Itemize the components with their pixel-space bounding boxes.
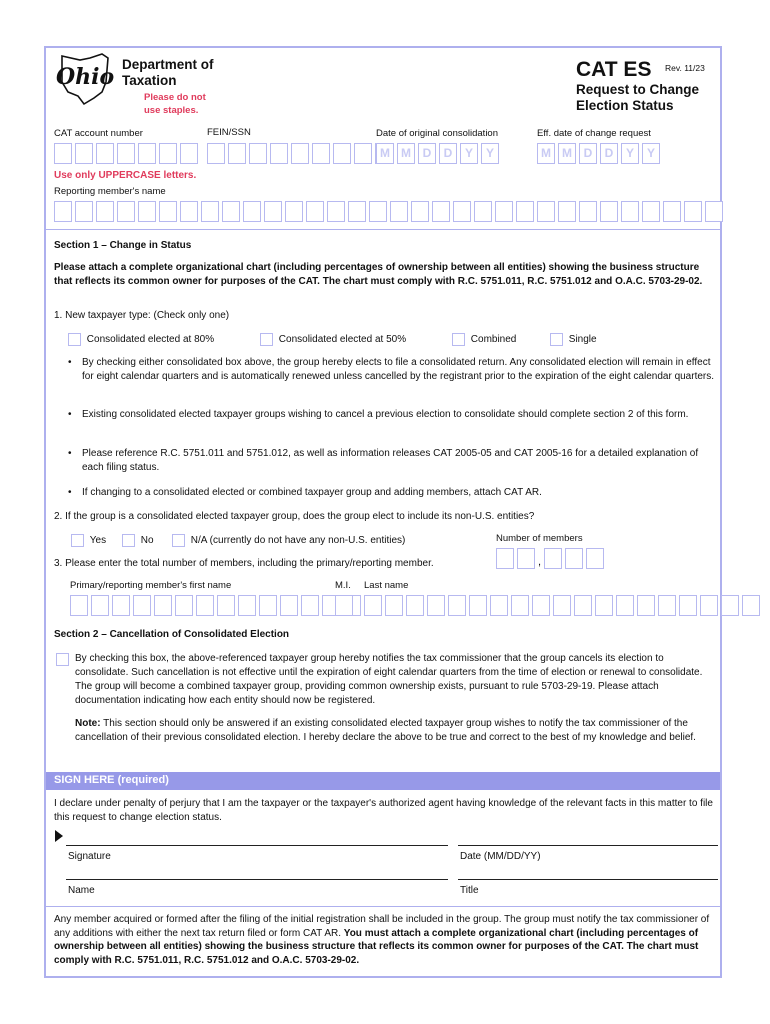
question-2: 2. If the group is a consolidated elected taxpayer group, does the group elect to include its non-U.S. entities?	[54, 511, 535, 522]
effective-date-label: Eff. date of change request	[537, 128, 651, 139]
number-of-members-label: Number of members	[496, 533, 583, 544]
input-cell[interactable]	[595, 595, 613, 616]
input-cell[interactable]	[96, 201, 114, 222]
input-cell[interactable]	[427, 595, 445, 616]
bullet-icon: •	[68, 487, 72, 498]
input-cell[interactable]	[217, 595, 235, 616]
input-cell[interactable]	[133, 595, 151, 616]
input-cell[interactable]	[327, 201, 345, 222]
input-cell[interactable]	[574, 595, 592, 616]
input-cell[interactable]	[579, 201, 597, 222]
input-cell[interactable]	[411, 201, 429, 222]
question-1: 1. New taxpayer type: (Check only one)	[54, 310, 230, 321]
option-na[interactable]: N/A (currently do not have any non-U.S. entities)	[172, 534, 405, 547]
input-cell[interactable]	[406, 595, 424, 616]
input-cell[interactable]	[154, 595, 172, 616]
fein-input[interactable]	[207, 143, 396, 164]
input-cell[interactable]	[159, 201, 177, 222]
bullet-text-3: Please reference R.C. 5751.011 and 5751.012, as well as information releases CAT 2005-05 and CAT 2005-16 for a detailed explanation of each filing status.	[82, 448, 699, 473]
input-cell[interactable]	[621, 201, 639, 222]
input-cell[interactable]	[238, 595, 256, 616]
input-cell[interactable]	[285, 201, 303, 222]
first-name-label: Primary/reporting member's first name	[70, 580, 232, 591]
input-cell[interactable]	[516, 201, 534, 222]
department-name	[122, 57, 214, 89]
input-cell[interactable]	[259, 595, 277, 616]
input-cell[interactable]	[369, 201, 387, 222]
section-2-heading: Section 2 – Cancellation of Consolidated Election	[54, 629, 290, 640]
form-title-line-1: Request to Change	[576, 82, 700, 97]
input-cell[interactable]	[222, 201, 240, 222]
department-line-1: Department of	[122, 57, 214, 72]
input-cell[interactable]	[54, 201, 72, 222]
thousands-separator: ,	[538, 556, 542, 568]
name-line[interactable]	[66, 879, 448, 880]
ohio-logo	[54, 52, 116, 106]
fein-label: FEIN/SSN	[207, 127, 251, 138]
bullet-icon: •	[68, 357, 72, 368]
staples-note-line-1: Please do not	[144, 92, 206, 103]
input-cell[interactable]	[663, 201, 681, 222]
staples-note-line-2: use staples.	[144, 105, 199, 116]
bullet-text-4: If changing to a consolidated elected or combined taxpayer group and adding members, attach CAT AR.	[82, 487, 542, 498]
divider	[46, 906, 720, 907]
reporting-member-input[interactable]	[54, 201, 726, 222]
sign-declaration: I declare under penalty of perjury that I am the taxpayer or the taxpayer's authorized agent having knowledge of the relevant facts in this matter to file this request to change election status.	[54, 798, 713, 823]
signature-label: Signature	[68, 851, 111, 862]
input-cell[interactable]	[553, 595, 571, 616]
input-cell[interactable]	[642, 201, 660, 222]
section-1-heading: Section 1 – Change in Status	[54, 240, 192, 251]
input-cell[interactable]	[658, 595, 676, 616]
input-cell[interactable]	[243, 201, 261, 222]
input-cell[interactable]	[385, 595, 403, 616]
input-cell[interactable]	[301, 595, 319, 616]
input-cell[interactable]	[684, 201, 702, 222]
signature-line[interactable]	[66, 845, 448, 846]
last-name-input[interactable]	[364, 595, 763, 616]
input-cell[interactable]	[469, 595, 487, 616]
logo-script-text: Ohio	[56, 64, 115, 90]
input-cell[interactable]	[91, 595, 109, 616]
input-cell[interactable]	[112, 595, 130, 616]
input-cell[interactable]	[721, 595, 739, 616]
input-cell[interactable]	[453, 201, 471, 222]
input-cell[interactable]	[138, 201, 156, 222]
input-cell[interactable]	[679, 595, 697, 616]
checkbox[interactable]	[172, 534, 185, 547]
cat-account-label: CAT account number	[54, 128, 143, 139]
checkbox[interactable]	[550, 333, 563, 346]
bullet-icon: •	[68, 448, 72, 459]
last-name-label: Last name	[364, 580, 409, 591]
input-cell[interactable]	[637, 595, 655, 616]
section-2-note: Note: This section should only be answered if an existing consolidated elected taxpayer group wishes to notify the tax commissioner of the cancellation of their previous consolidated election. I hereby declare the above to be true and correct to the best of my knowledge and belief.	[75, 718, 696, 743]
cat-account-input[interactable]	[54, 143, 201, 164]
input-cell[interactable]	[700, 595, 718, 616]
form-title-line-2: Election Status	[576, 98, 674, 113]
input-cell[interactable]	[180, 201, 198, 222]
question-3: 3. Please enter the total number of members, including the primary/reporting member.	[54, 558, 434, 569]
option-no[interactable]: No	[122, 534, 154, 547]
divider	[46, 229, 720, 230]
title-line[interactable]	[458, 879, 718, 880]
date-line[interactable]	[458, 845, 718, 846]
arrow-right-icon	[55, 830, 63, 842]
checkbox[interactable]	[452, 333, 465, 346]
input-cell[interactable]	[537, 201, 555, 222]
input-cell[interactable]	[742, 595, 760, 616]
middle-initial-label: M.I.	[335, 580, 351, 591]
input-cell[interactable]	[117, 201, 135, 222]
input-cell[interactable]	[432, 201, 450, 222]
footer-text: Any member acquired or formed after the filing of the initial registration shall be included in the group. The group must notify the tax commissioner of any additions with either the next tax return filed or form CAT AR. You must attach a complete organizational chart (including percentages of ownership between all entities) showing the business structure that reflects its common owner for purposes of the CAT. The chart must comply with R.C. 5751.011, R.C. 5751.012 and O.A.C. 5703-29-02.	[54, 914, 710, 966]
input-cell[interactable]	[201, 201, 219, 222]
checkbox[interactable]	[56, 653, 69, 666]
input-cell[interactable]	[616, 595, 634, 616]
form-title	[576, 82, 699, 114]
checkbox[interactable]	[68, 333, 81, 346]
input-cell[interactable]	[474, 201, 492, 222]
cancel-election-checkbox[interactable]	[56, 651, 69, 669]
type-single[interactable]: Single	[550, 333, 597, 346]
type-consolidated-80[interactable]: Consolidated elected at 80%	[68, 333, 214, 346]
option-yes[interactable]: Yes	[71, 534, 106, 547]
input-cell[interactable]	[70, 595, 88, 616]
input-cell[interactable]	[348, 201, 366, 222]
input-cell[interactable]	[196, 595, 214, 616]
input-cell[interactable]	[75, 201, 93, 222]
original-date-label: Date of original consolidation	[376, 128, 498, 139]
input-cell[interactable]	[264, 201, 282, 222]
name-label: Name	[68, 885, 95, 896]
input-cell[interactable]	[705, 201, 723, 222]
input-cell[interactable]	[490, 595, 508, 616]
checkbox[interactable]	[260, 333, 273, 346]
date-label: Date (MM/DD/YY)	[460, 851, 541, 862]
form-code: CAT ES	[576, 58, 652, 81]
input-cell[interactable]	[511, 595, 529, 616]
effective-date-input[interactable]: M M D D Y Y	[537, 143, 663, 164]
first-name-input[interactable]	[70, 595, 364, 616]
sign-here-title: SIGN HERE (required)	[54, 774, 169, 786]
type-consolidated-50[interactable]: Consolidated elected at 50%	[260, 333, 406, 346]
input-cell[interactable]	[448, 595, 466, 616]
original-date-input[interactable]: M M D D Y Y	[376, 143, 502, 164]
uppercase-note: Use only UPPERCASE letters.	[54, 170, 197, 181]
department-line-2: Taxation	[122, 73, 177, 88]
number-of-members-input[interactable]	[496, 548, 607, 576]
input-cell[interactable]	[495, 201, 513, 222]
type-combined[interactable]: Combined	[452, 333, 516, 346]
input-cell[interactable]	[600, 201, 618, 222]
bullet-icon: •	[68, 409, 72, 420]
input-cell[interactable]	[175, 595, 193, 616]
checkbox[interactable]	[71, 534, 84, 547]
input-cell[interactable]	[364, 595, 382, 616]
middle-initial-input[interactable]	[335, 595, 356, 616]
section-2-text: By checking this box, the above-referenced taxpayer group hereby notifies the tax commissioner that the group cancels its election to consolidate. Such cancellation is not effective until the expiration of eight calendar quarters from the time of election or renewal to consolidate. The group will become a combined taxpayer group, providing common ownership exists, pursuant to rule 5703-29-19. Please attach documentation indicating how each entity should now be registered.	[75, 653, 703, 706]
input-cell[interactable]	[558, 201, 576, 222]
bullet-text-2: Existing consolidated elected taxpayer groups wishing to cancel a previous election to consolidate should complete section 2 of this form.	[82, 409, 689, 420]
bullet-text-1: By checking either consolidated box above, the group hereby elects to file a consolidated return. Any consolidated election will remain in effect for eight calendar quarters and is automatically renewed unless cancelled by the registrant prior to the expiration of the eight calendar quarters.	[82, 357, 715, 382]
revision-date: Rev. 11/23	[665, 63, 705, 73]
title-label: Title	[460, 885, 479, 896]
section-1-intro: Please attach a complete organizational chart (including percentages of ownership between all entities) showing the business structure that reflects its common owner for purposes of the CAT. The chart must comply with R.C. 5751.011, R.C. 5751.012 and O.A.C. 5703-29-02.	[54, 262, 703, 287]
staples-note	[144, 91, 206, 117]
input-cell[interactable]	[280, 595, 298, 616]
input-cell[interactable]	[306, 201, 324, 222]
checkbox[interactable]	[122, 534, 135, 547]
input-cell[interactable]	[390, 201, 408, 222]
input-cell[interactable]	[532, 595, 550, 616]
reporting-member-label: Reporting member's name	[54, 186, 166, 197]
